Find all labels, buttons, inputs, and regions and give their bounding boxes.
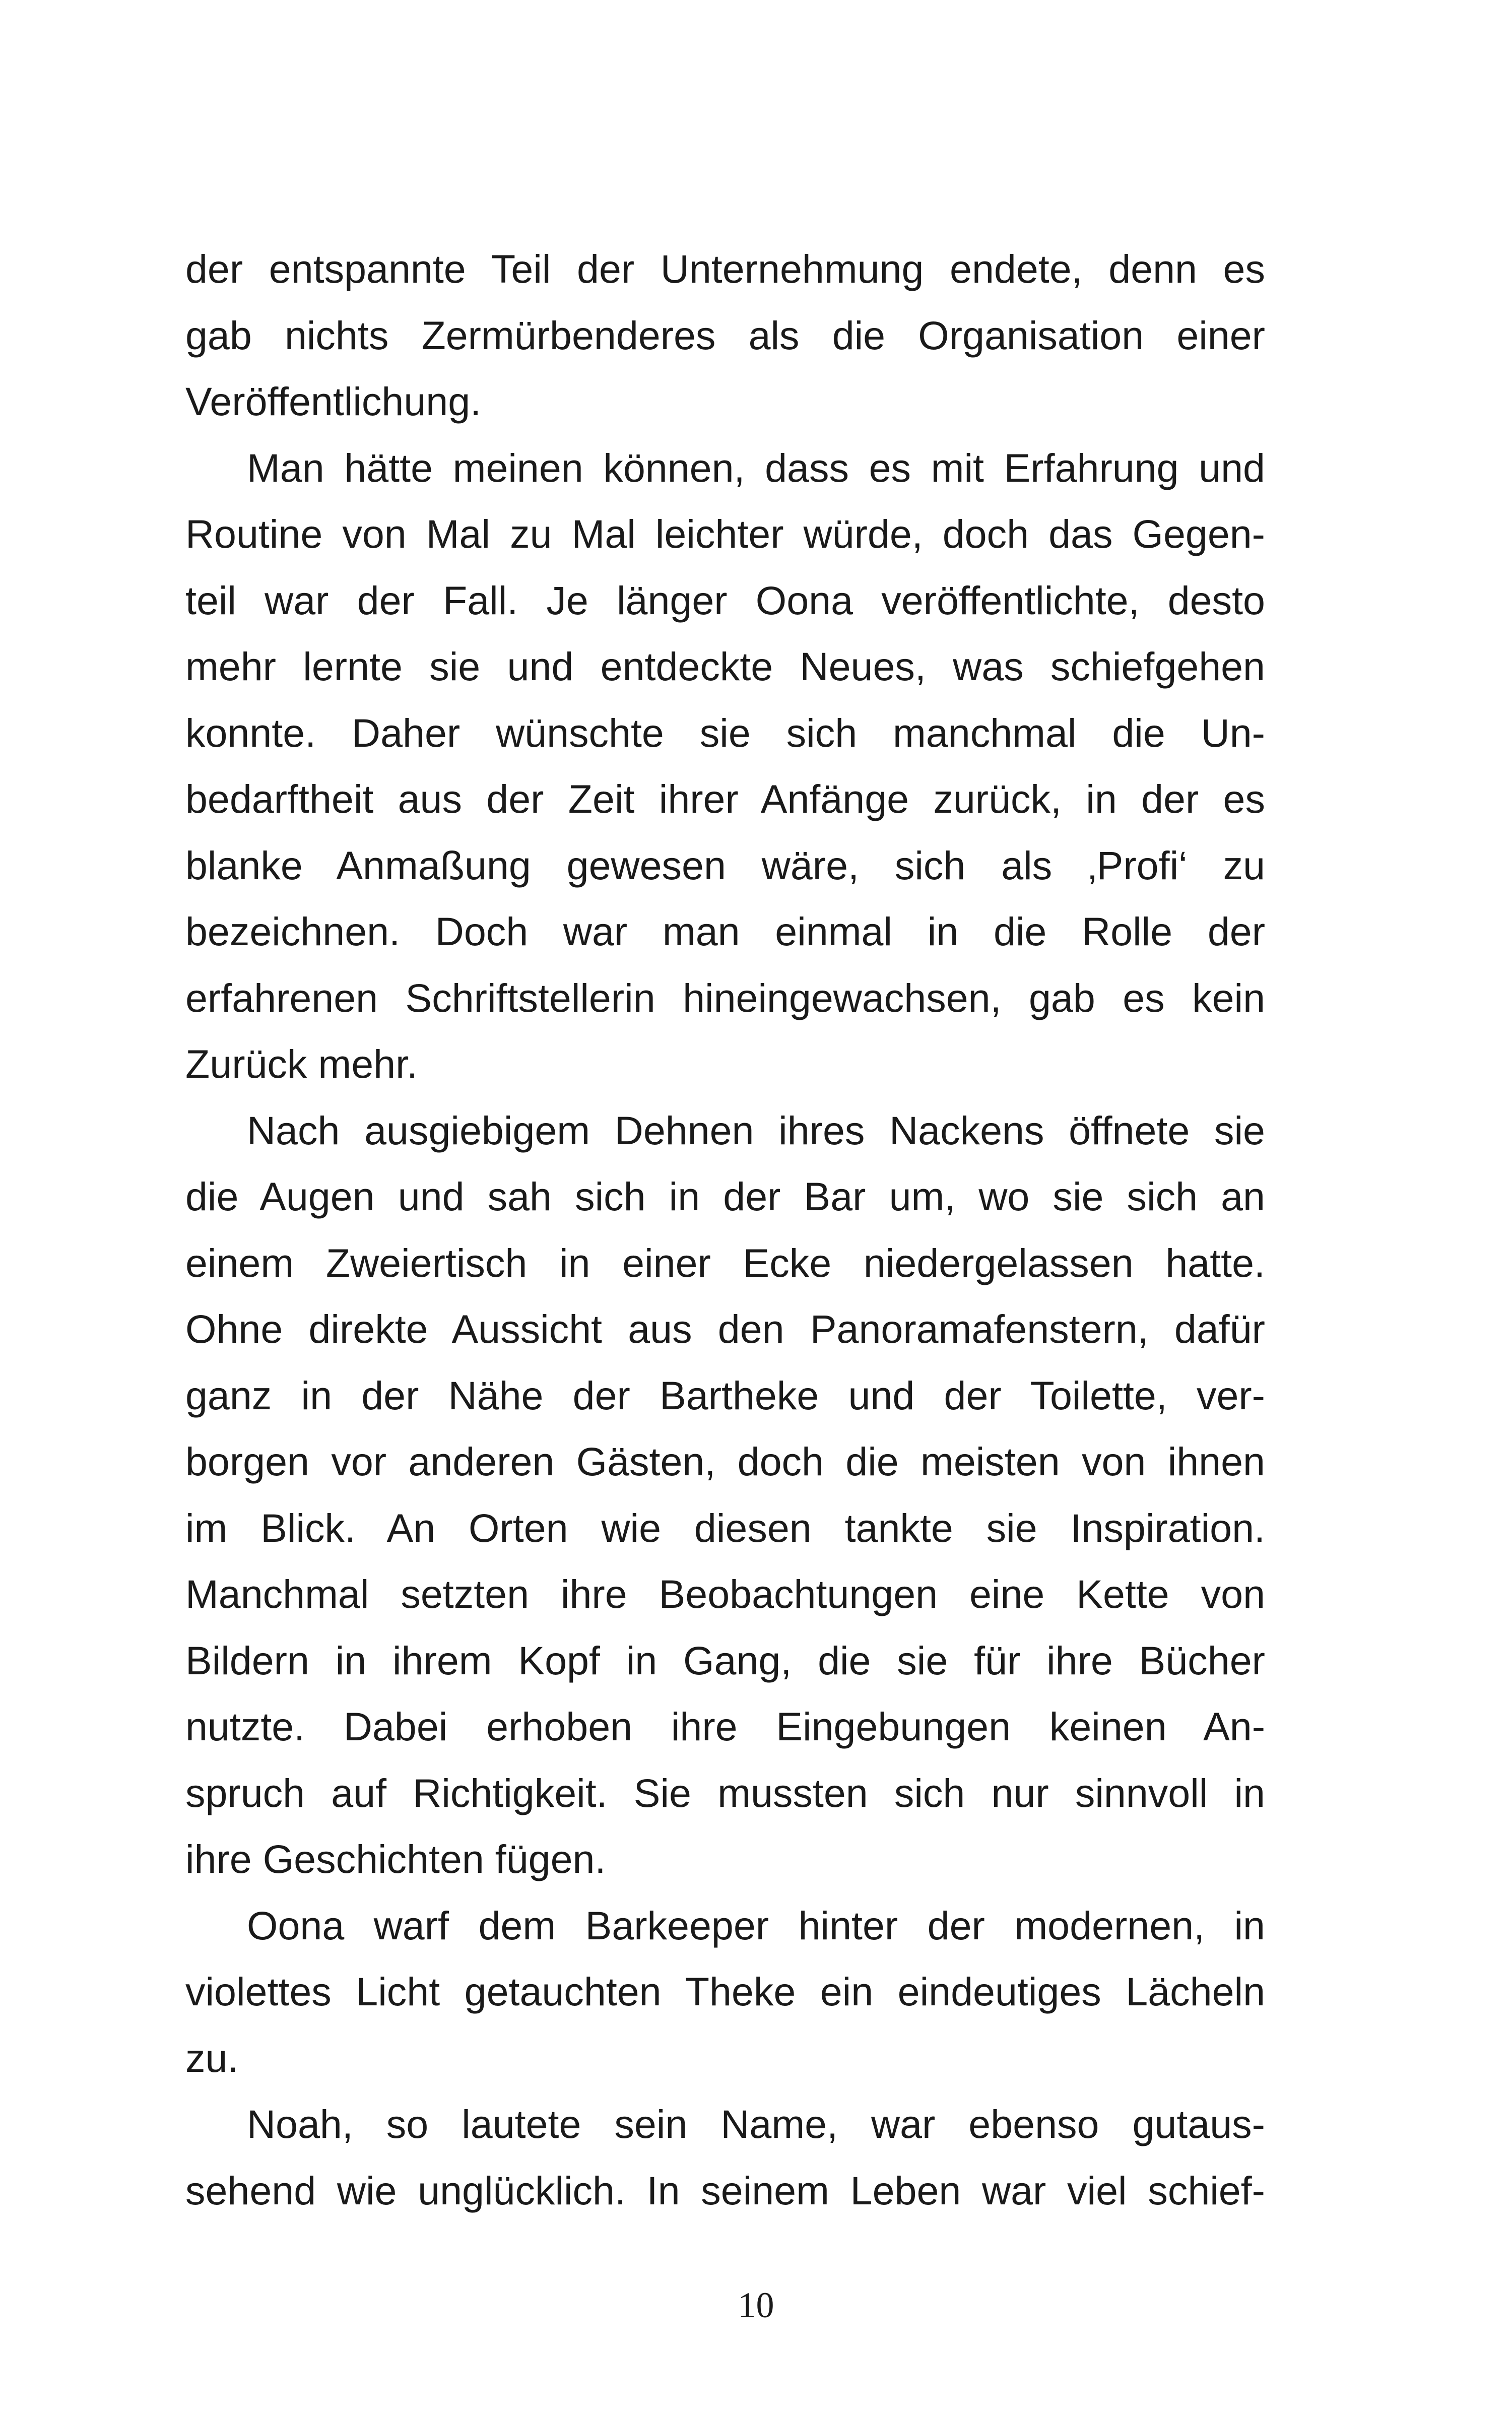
- page-number: 10: [738, 2285, 774, 2325]
- text-line: teil war der Fall. Je länger Oona veröffentlichte, desto: [185, 577, 1265, 623]
- text-line: die Augen und sah sich in der Bar um, wo sie sich an: [185, 1174, 1265, 1219]
- paragraph-first-line: Man hätte meinen können, dass es mit Erfahrung und: [247, 445, 1265, 490]
- text-line: Zurück mehr.: [185, 1041, 418, 1086]
- text-line: einem Zweiertisch in einer Ecke niedergelassen hatte.: [185, 1240, 1265, 1285]
- text-line: mehr lernte sie und entdeckte Neues, was schiefgehen: [185, 644, 1265, 689]
- text-line: violettes Licht getauchten Theke ein eindeutiges Lächeln: [185, 1969, 1265, 2014]
- body-text: [185, 236, 1265, 2224]
- text-line: konnte. Daher wünschte sie sich manchmal die Un-: [185, 710, 1265, 755]
- text-line: Veröffentlichung.: [185, 379, 482, 424]
- text-line: ganz in der Nähe der Bartheke und der Toilette, ver-: [185, 1372, 1265, 1418]
- text-line: nutzte. Dabei erhoben ihre Eingebungen keinen An-: [185, 1704, 1265, 1749]
- text-line: erfahrenen Schriftstellerin hineingewachsen, gab es kein: [185, 975, 1265, 1020]
- text-line: ihre Geschichten fügen.: [185, 1837, 606, 1881]
- text-line: der entspannte Teil der Unternehmung endete, denn es: [185, 246, 1265, 291]
- text-line: Ohne direkte Aussicht aus den Panoramafenstern, dafür: [185, 1306, 1265, 1351]
- text-line: gab nichts Zermürbenderes als die Organisation einer: [185, 312, 1265, 358]
- text-line: bedarftheit aus der Zeit ihrer Anfänge zurück, in der es: [185, 776, 1265, 821]
- paragraph-first-line: Oona warf dem Barkeeper hinter der modernen, in: [247, 1903, 1265, 1948]
- paragraph-first-line: Noah, so lautete sein Name, war ebenso gutaus-: [247, 2102, 1265, 2146]
- text-line: Bildern in ihrem Kopf in Gang, die sie für ihre Bücher: [185, 1638, 1265, 1683]
- paragraph-first-line: Nach ausgiebigem Dehnen ihres Nackens öffnete sie: [247, 1107, 1265, 1153]
- text-line: spruch auf Richtigkeit. Sie mussten sich nur sinnvoll in: [185, 1770, 1265, 1815]
- text-line: im Blick. An Orten wie diesen tankte sie Inspiration.: [185, 1505, 1265, 1550]
- text-line: blanke Anmaßung gewesen wäre, sich als ‚Profi‘ zu: [185, 842, 1265, 888]
- text-line: bezeichnen. Doch war man einmal in die Rolle der: [185, 909, 1265, 954]
- text-line: Routine von Mal zu Mal leichter würde, doch das Gegen-: [185, 511, 1265, 556]
- text-line: borgen vor anderen Gästen, doch die meisten von ihnen: [185, 1439, 1265, 1484]
- text-line: zu.: [185, 2035, 239, 2080]
- text-line: sehend wie unglücklich. In seinem Leben war viel schief-: [185, 2168, 1265, 2213]
- text-line: Manchmal setzten ihre Beobachtungen eine Kette von: [185, 1572, 1265, 1616]
